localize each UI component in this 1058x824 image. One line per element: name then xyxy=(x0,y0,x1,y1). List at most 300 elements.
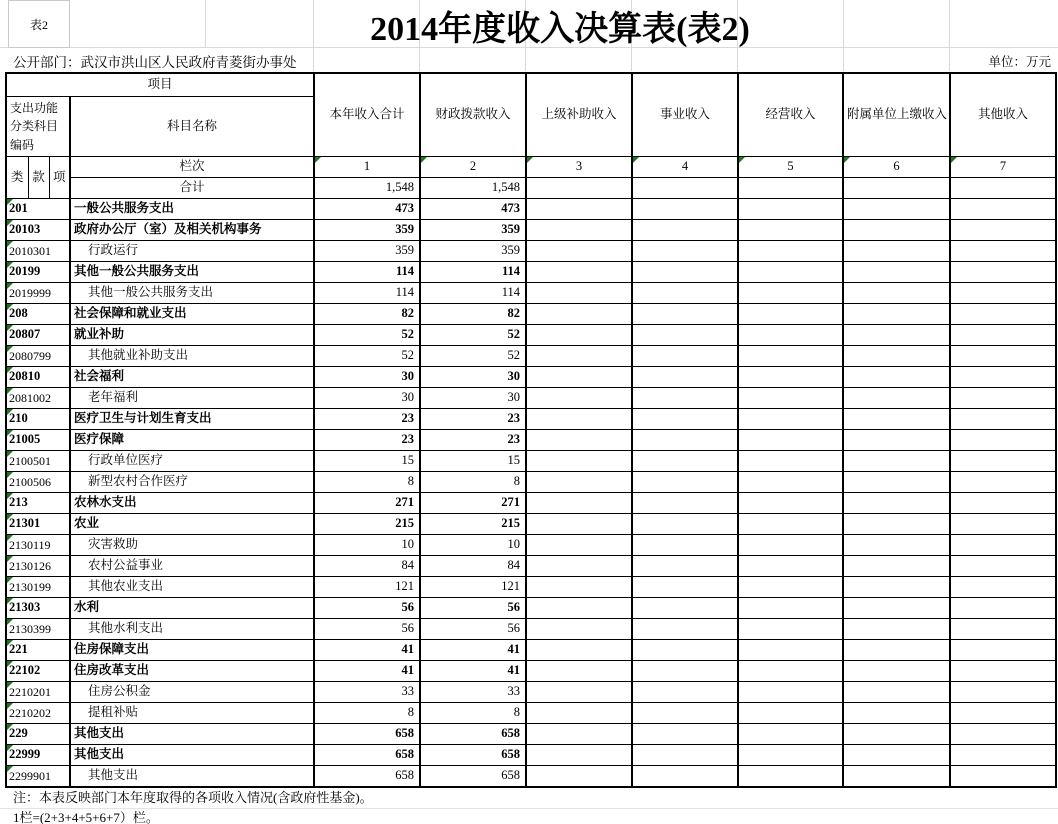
value-cell[interactable]: 15 xyxy=(420,451,526,472)
subject-cell[interactable]: 其他水利支出 xyxy=(70,619,314,640)
value-cell[interactable] xyxy=(738,346,843,367)
value-cell[interactable] xyxy=(526,283,632,304)
value-cell[interactable]: 658 xyxy=(420,724,526,745)
value-cell[interactable] xyxy=(526,724,632,745)
value-cell[interactable] xyxy=(632,304,738,325)
value-cell[interactable] xyxy=(950,535,1056,556)
value-cell[interactable] xyxy=(632,619,738,640)
value-cell[interactable] xyxy=(526,745,632,766)
code-cell[interactable]: 2081002 xyxy=(6,388,70,409)
value-cell[interactable] xyxy=(843,388,950,409)
value-cell[interactable]: 30 xyxy=(420,388,526,409)
code-cell[interactable]: 2130199 xyxy=(6,577,70,598)
value-cell[interactable]: 52 xyxy=(314,325,420,346)
value-cell[interactable] xyxy=(526,640,632,661)
table-row xyxy=(6,451,1056,472)
value-cell[interactable] xyxy=(950,640,1056,661)
value-cell[interactable]: 359 xyxy=(420,220,526,241)
value-cell[interactable] xyxy=(950,346,1056,367)
table-row xyxy=(6,514,1056,535)
value-cell[interactable]: 82 xyxy=(420,304,526,325)
value-cell[interactable] xyxy=(843,514,950,535)
column-number-cell[interactable]: 3 xyxy=(526,157,632,178)
value-cell[interactable] xyxy=(632,556,738,577)
value-cell[interactable] xyxy=(950,514,1056,535)
code-cell[interactable]: 213 xyxy=(6,493,70,514)
value-cell[interactable]: 10 xyxy=(420,535,526,556)
table-row xyxy=(6,430,1056,451)
value-cell[interactable] xyxy=(526,556,632,577)
value-cell[interactable]: 23 xyxy=(314,430,420,451)
value-cell[interactable]: 23 xyxy=(314,409,420,430)
value-cell[interactable] xyxy=(738,409,843,430)
value-cell[interactable] xyxy=(843,409,950,430)
subject-cell[interactable]: 新型农村合作医疗 xyxy=(70,472,314,493)
value-cell[interactable]: 359 xyxy=(420,241,526,262)
value-cell[interactable]: 41 xyxy=(420,640,526,661)
value-cell[interactable] xyxy=(738,640,843,661)
value-cell[interactable] xyxy=(526,199,632,220)
subject-cell[interactable]: 其他支出 xyxy=(70,745,314,766)
value-cell[interactable] xyxy=(950,472,1056,493)
value-cell[interactable] xyxy=(950,262,1056,283)
value-cell[interactable] xyxy=(738,766,843,787)
code-cell[interactable]: 20807 xyxy=(6,325,70,346)
code-cell[interactable]: 2299901 xyxy=(6,766,70,787)
table-body xyxy=(6,73,1056,787)
value-cell[interactable]: 30 xyxy=(314,367,420,388)
value-cell[interactable] xyxy=(950,325,1056,346)
value-cell[interactable] xyxy=(843,745,950,766)
code-cell[interactable]: 2019999 xyxy=(6,283,70,304)
value-cell[interactable] xyxy=(526,367,632,388)
header-row-project xyxy=(6,73,1056,96)
value-cell[interactable] xyxy=(843,283,950,304)
table-row xyxy=(6,493,1056,514)
value-cell[interactable] xyxy=(526,661,632,682)
value-cell[interactable] xyxy=(526,241,632,262)
total-value-cell[interactable] xyxy=(632,178,738,199)
value-cell[interactable] xyxy=(950,493,1056,514)
value-cell[interactable] xyxy=(632,409,738,430)
value-cell[interactable] xyxy=(632,367,738,388)
value-cell[interactable] xyxy=(950,556,1056,577)
footnote-2: 1栏=(2+3+4+5+6+7）栏。 xyxy=(13,809,159,824)
value-cell[interactable]: 56 xyxy=(314,598,420,619)
value-cell[interactable] xyxy=(738,367,843,388)
value-cell[interactable] xyxy=(738,619,843,640)
value-cell[interactable] xyxy=(843,682,950,703)
subject-cell[interactable]: 其他支出 xyxy=(70,724,314,745)
value-cell[interactable] xyxy=(632,472,738,493)
value-cell[interactable]: 658 xyxy=(420,766,526,787)
value-cell[interactable]: 8 xyxy=(420,472,526,493)
value-cell[interactable] xyxy=(843,430,950,451)
value-cell[interactable] xyxy=(843,766,950,787)
value-cell[interactable] xyxy=(526,598,632,619)
subject-cell[interactable]: 住房保障支出 xyxy=(70,640,314,661)
value-cell[interactable]: 8 xyxy=(314,703,420,724)
footnotes xyxy=(0,788,1058,824)
value-cell[interactable] xyxy=(950,430,1056,451)
value-cell[interactable] xyxy=(843,640,950,661)
project-header-cell[interactable]: 项目 xyxy=(6,73,314,96)
value-cell[interactable] xyxy=(950,598,1056,619)
value-cell[interactable] xyxy=(950,199,1056,220)
total-label-cell[interactable]: 合计 xyxy=(70,178,314,199)
total-value-cell[interactable]: 1,548 xyxy=(420,178,526,199)
subject-cell[interactable]: 农村公益事业 xyxy=(70,556,314,577)
code-part-lei-cell[interactable]: 类 xyxy=(6,157,28,199)
value-cell[interactable] xyxy=(526,220,632,241)
value-cell[interactable] xyxy=(843,661,950,682)
code-cell[interactable]: 21301 xyxy=(6,514,70,535)
subject-cell[interactable]: 住房公积金 xyxy=(70,682,314,703)
subject-cell[interactable]: 提租补贴 xyxy=(70,703,314,724)
value-cell[interactable]: 84 xyxy=(420,556,526,577)
subject-cell[interactable]: 水利 xyxy=(70,598,314,619)
value-cell[interactable] xyxy=(950,745,1056,766)
code-cell[interactable]: 2130119 xyxy=(6,535,70,556)
subject-cell[interactable]: 社会福利 xyxy=(70,367,314,388)
subject-cell[interactable]: 行政运行 xyxy=(70,241,314,262)
value-cell[interactable] xyxy=(843,220,950,241)
value-cell[interactable] xyxy=(738,451,843,472)
table-row xyxy=(6,724,1056,745)
value-cell[interactable] xyxy=(526,766,632,787)
value-cell[interactable] xyxy=(843,703,950,724)
subject-cell[interactable]: 老年福利 xyxy=(70,388,314,409)
value-cell[interactable] xyxy=(843,346,950,367)
value-cell[interactable]: 473 xyxy=(420,199,526,220)
value-cell[interactable] xyxy=(843,304,950,325)
value-cell[interactable] xyxy=(526,493,632,514)
code-cell[interactable]: 21005 xyxy=(6,430,70,451)
value-cell[interactable] xyxy=(738,745,843,766)
value-cell[interactable] xyxy=(950,766,1056,787)
total-value-cell[interactable] xyxy=(526,178,632,199)
code-cell[interactable]: 2130399 xyxy=(6,619,70,640)
table-row xyxy=(6,283,1056,304)
value-cell[interactable] xyxy=(526,703,632,724)
value-cell[interactable]: 658 xyxy=(314,745,420,766)
value-cell[interactable]: 658 xyxy=(420,745,526,766)
value-cell[interactable] xyxy=(843,724,950,745)
value-cell[interactable]: 33 xyxy=(314,682,420,703)
value-cell[interactable] xyxy=(526,346,632,367)
subject-cell[interactable]: 一般公共服务支出 xyxy=(70,199,314,220)
subject-cell[interactable]: 社会保障和就业支出 xyxy=(70,304,314,325)
value-cell[interactable] xyxy=(950,682,1056,703)
value-cell[interactable] xyxy=(632,598,738,619)
value-cell[interactable]: 23 xyxy=(420,409,526,430)
code-cell[interactable]: 2130126 xyxy=(6,556,70,577)
value-cell[interactable] xyxy=(950,220,1056,241)
value-cell[interactable] xyxy=(843,241,950,262)
value-cell[interactable]: 8 xyxy=(420,703,526,724)
column-header-cell[interactable]: 上级补助收入 xyxy=(526,73,632,157)
value-cell[interactable] xyxy=(738,514,843,535)
value-cell[interactable] xyxy=(632,766,738,787)
subject-cell[interactable]: 医疗卫生与计划生育支出 xyxy=(70,409,314,430)
value-cell[interactable]: 41 xyxy=(314,640,420,661)
value-cell[interactable] xyxy=(738,472,843,493)
value-cell[interactable] xyxy=(632,703,738,724)
subject-cell[interactable]: 农林水支出 xyxy=(70,493,314,514)
code-cell[interactable]: 221 xyxy=(6,640,70,661)
table-row xyxy=(6,304,1056,325)
code-cell[interactable]: 2010301 xyxy=(6,241,70,262)
code-cell[interactable]: 2080799 xyxy=(6,346,70,367)
subject-cell[interactable]: 住房改革支出 xyxy=(70,661,314,682)
code-cell[interactable]: 210 xyxy=(6,409,70,430)
value-cell[interactable] xyxy=(950,577,1056,598)
subject-cell[interactable]: 灾害救助 xyxy=(70,535,314,556)
code-cell[interactable]: 229 xyxy=(6,724,70,745)
code-part-xiang-cell[interactable]: 项 xyxy=(49,157,70,199)
code-cell[interactable]: 22999 xyxy=(6,745,70,766)
sheet-tag-cell[interactable]: 表2 xyxy=(8,0,70,48)
value-cell[interactable]: 10 xyxy=(314,535,420,556)
column-number-cell[interactable]: 5 xyxy=(738,157,843,178)
value-cell[interactable] xyxy=(950,241,1056,262)
value-cell[interactable]: 114 xyxy=(420,283,526,304)
column-header-cell[interactable]: 经营收入 xyxy=(738,73,843,157)
table-row xyxy=(6,640,1056,661)
value-cell[interactable] xyxy=(738,283,843,304)
value-cell[interactable]: 114 xyxy=(314,262,420,283)
code-cell[interactable]: 2210202 xyxy=(6,703,70,724)
column-header-cell[interactable]: 财政拨款收入 xyxy=(420,73,526,157)
value-cell[interactable]: 56 xyxy=(420,619,526,640)
value-cell[interactable] xyxy=(632,430,738,451)
column-number-cell[interactable]: 2 xyxy=(420,157,526,178)
value-cell[interactable]: 56 xyxy=(420,598,526,619)
value-cell[interactable] xyxy=(526,430,632,451)
column-header-cell[interactable]: 事业收入 xyxy=(632,73,738,157)
value-cell[interactable]: 84 xyxy=(314,556,420,577)
value-cell[interactable]: 30 xyxy=(420,367,526,388)
value-cell[interactable] xyxy=(950,724,1056,745)
value-cell[interactable]: 121 xyxy=(314,577,420,598)
value-cell[interactable] xyxy=(526,682,632,703)
value-cell[interactable]: 23 xyxy=(420,430,526,451)
value-cell[interactable] xyxy=(526,535,632,556)
table-row xyxy=(6,535,1056,556)
value-cell[interactable] xyxy=(843,451,950,472)
value-cell[interactable] xyxy=(526,472,632,493)
value-cell[interactable] xyxy=(632,577,738,598)
value-cell[interactable] xyxy=(738,388,843,409)
value-cell[interactable] xyxy=(738,262,843,283)
value-cell[interactable] xyxy=(950,661,1056,682)
value-cell[interactable] xyxy=(526,619,632,640)
value-cell[interactable]: 121 xyxy=(420,577,526,598)
subject-cell[interactable]: 其他一般公共服务支出 xyxy=(70,262,314,283)
value-cell[interactable]: 271 xyxy=(420,493,526,514)
total-value-cell[interactable] xyxy=(738,178,843,199)
value-cell[interactable] xyxy=(526,577,632,598)
value-cell[interactable] xyxy=(738,703,843,724)
value-cell[interactable] xyxy=(738,556,843,577)
value-cell[interactable] xyxy=(843,472,950,493)
code-cell[interactable]: 20199 xyxy=(6,262,70,283)
value-cell[interactable]: 82 xyxy=(314,304,420,325)
subject-header-cell[interactable]: 科目名称 xyxy=(70,96,314,157)
value-cell[interactable] xyxy=(843,598,950,619)
value-cell[interactable]: 658 xyxy=(314,766,420,787)
subject-cell[interactable]: 行政单位医疗 xyxy=(70,451,314,472)
code-cell[interactable]: 20103 xyxy=(6,220,70,241)
subject-cell[interactable]: 其他农业支出 xyxy=(70,577,314,598)
value-cell[interactable] xyxy=(738,241,843,262)
value-cell[interactable]: 114 xyxy=(314,283,420,304)
code-cell[interactable]: 20810 xyxy=(6,367,70,388)
value-cell[interactable]: 56 xyxy=(314,619,420,640)
value-cell[interactable] xyxy=(526,451,632,472)
value-cell[interactable] xyxy=(632,241,738,262)
value-cell[interactable] xyxy=(950,367,1056,388)
value-cell[interactable] xyxy=(738,577,843,598)
value-cell[interactable]: 359 xyxy=(314,241,420,262)
value-cell[interactable] xyxy=(632,724,738,745)
value-cell[interactable] xyxy=(632,199,738,220)
value-cell[interactable] xyxy=(632,346,738,367)
value-cell[interactable]: 114 xyxy=(420,262,526,283)
value-cell[interactable] xyxy=(632,451,738,472)
value-cell[interactable] xyxy=(632,493,738,514)
value-cell[interactable] xyxy=(632,535,738,556)
value-cell[interactable] xyxy=(738,724,843,745)
value-cell[interactable] xyxy=(632,661,738,682)
subject-cell[interactable]: 农业 xyxy=(70,514,314,535)
value-cell[interactable] xyxy=(738,325,843,346)
total-value-cell[interactable] xyxy=(950,178,1056,199)
value-cell[interactable] xyxy=(950,388,1056,409)
value-cell[interactable] xyxy=(738,304,843,325)
code-cell[interactable]: 2210201 xyxy=(6,682,70,703)
value-cell[interactable] xyxy=(526,388,632,409)
table-row xyxy=(6,262,1056,283)
code-cell[interactable]: 2100506 xyxy=(6,472,70,493)
value-cell[interactable] xyxy=(526,304,632,325)
value-cell[interactable] xyxy=(632,220,738,241)
column-number-cell[interactable]: 1 xyxy=(314,157,420,178)
value-cell[interactable]: 52 xyxy=(314,346,420,367)
value-cell[interactable] xyxy=(843,556,950,577)
code-header-cell[interactable]: 支出功能分类科目编码 xyxy=(6,96,70,157)
code-cell[interactable]: 2100501 xyxy=(6,451,70,472)
value-cell[interactable] xyxy=(738,598,843,619)
value-cell[interactable] xyxy=(843,367,950,388)
value-cell[interactable]: 41 xyxy=(420,661,526,682)
value-cell[interactable] xyxy=(632,262,738,283)
lanci-label-cell[interactable]: 栏次 xyxy=(70,157,314,178)
column-number-cell[interactable]: 7 xyxy=(950,157,1056,178)
value-cell[interactable] xyxy=(526,409,632,430)
subject-cell[interactable]: 政府办公厅（室）及相关机构事务 xyxy=(70,220,314,241)
value-cell[interactable] xyxy=(738,199,843,220)
subject-cell[interactable]: 其他就业补助支出 xyxy=(70,346,314,367)
column-header-cell[interactable]: 附属单位上缴收入 xyxy=(843,73,950,157)
value-cell[interactable] xyxy=(632,514,738,535)
code-part-kuan-cell[interactable]: 款 xyxy=(28,157,49,199)
value-cell[interactable] xyxy=(632,682,738,703)
table-row xyxy=(6,703,1056,724)
code-cell[interactable]: 208 xyxy=(6,304,70,325)
subject-cell[interactable]: 其他一般公共服务支出 xyxy=(70,283,314,304)
value-cell[interactable] xyxy=(950,304,1056,325)
column-number-cell[interactable]: 6 xyxy=(843,157,950,178)
value-cell[interactable]: 52 xyxy=(420,346,526,367)
subject-cell[interactable]: 医疗保障 xyxy=(70,430,314,451)
table-row xyxy=(6,598,1056,619)
value-cell[interactable]: 658 xyxy=(314,724,420,745)
value-cell[interactable] xyxy=(738,220,843,241)
value-cell[interactable]: 359 xyxy=(314,220,420,241)
value-cell[interactable]: 15 xyxy=(314,451,420,472)
value-cell[interactable]: 473 xyxy=(314,199,420,220)
value-cell[interactable] xyxy=(843,619,950,640)
code-cell[interactable]: 22102 xyxy=(6,661,70,682)
value-cell[interactable] xyxy=(738,493,843,514)
value-cell[interactable] xyxy=(843,199,950,220)
column-header-cell[interactable]: 本年收入合计 xyxy=(314,73,420,157)
value-cell[interactable] xyxy=(526,514,632,535)
value-cell[interactable] xyxy=(738,535,843,556)
value-cell[interactable]: 215 xyxy=(314,514,420,535)
value-cell[interactable] xyxy=(526,325,632,346)
subject-cell[interactable]: 就业补助 xyxy=(70,325,314,346)
value-cell[interactable] xyxy=(632,283,738,304)
value-cell[interactable]: 271 xyxy=(314,493,420,514)
value-cell[interactable] xyxy=(950,409,1056,430)
value-cell[interactable]: 215 xyxy=(420,514,526,535)
value-cell[interactable] xyxy=(950,619,1056,640)
value-cell[interactable] xyxy=(738,430,843,451)
value-cell[interactable]: 30 xyxy=(314,388,420,409)
value-cell[interactable]: 33 xyxy=(420,682,526,703)
value-cell[interactable] xyxy=(843,577,950,598)
value-cell[interactable] xyxy=(632,388,738,409)
table-row xyxy=(6,388,1056,409)
value-cell[interactable]: 52 xyxy=(420,325,526,346)
total-value-cell[interactable] xyxy=(843,178,950,199)
table-row xyxy=(6,199,1056,220)
value-cell[interactable] xyxy=(526,262,632,283)
value-cell[interactable] xyxy=(632,640,738,661)
value-cell[interactable] xyxy=(843,535,950,556)
column-number-cell[interactable]: 4 xyxy=(632,157,738,178)
subject-cell[interactable]: 其他支出 xyxy=(70,766,314,787)
value-cell[interactable] xyxy=(632,745,738,766)
value-cell[interactable] xyxy=(843,262,950,283)
value-cell[interactable]: 41 xyxy=(314,661,420,682)
column-header-cell[interactable]: 其他收入 xyxy=(950,73,1056,157)
value-cell[interactable]: 8 xyxy=(314,472,420,493)
value-cell[interactable] xyxy=(950,283,1056,304)
total-value-cell[interactable]: 1,548 xyxy=(314,178,420,199)
value-cell[interactable] xyxy=(738,661,843,682)
value-cell[interactable] xyxy=(950,703,1056,724)
value-cell[interactable] xyxy=(950,451,1056,472)
value-cell[interactable] xyxy=(632,325,738,346)
code-cell[interactable]: 201 xyxy=(6,199,70,220)
code-cell[interactable]: 21303 xyxy=(6,598,70,619)
value-cell[interactable] xyxy=(843,325,950,346)
value-cell[interactable] xyxy=(843,493,950,514)
value-cell[interactable] xyxy=(738,682,843,703)
